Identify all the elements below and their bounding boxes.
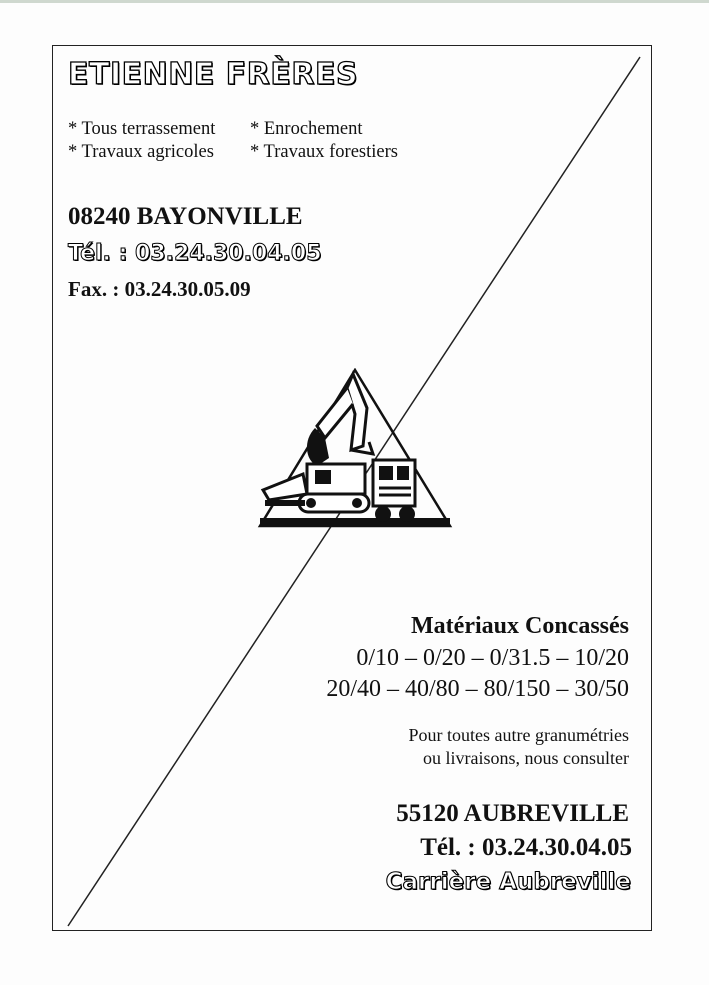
aubreville-address: 55120 AUBREVILLE (396, 800, 629, 827)
excavator-truck-triangle-icon (255, 368, 455, 533)
service-item: * Tous terrassement (68, 119, 216, 139)
service-item: * Travaux forestiers (250, 142, 398, 162)
services-row (68, 141, 398, 164)
quarry-name: Carrière Aubreville (385, 869, 631, 895)
bayonville-address: 08240 BAYONVILLE (68, 203, 303, 230)
service-item: * Enrochement (250, 119, 363, 139)
company-name: ETIENNE FRÈRES (68, 57, 359, 92)
services-row (68, 118, 398, 141)
materials-title: Matériaux Concassés (411, 613, 629, 639)
aubreville-phone: Tél. : 03.24.30.04.05 (420, 834, 632, 861)
services-list (68, 118, 398, 164)
materials-sizes-line: 0/10 – 0/20 – 0/31.5 – 10/20 (356, 645, 629, 671)
bayonville-phone: Tél. : 03.24.30.04.05 (68, 241, 322, 266)
consult-note-line: ou livraisons, nous consulter (423, 748, 629, 768)
service-item: * Travaux agricoles (68, 142, 214, 162)
consult-note-line: Pour toutes autre granumétries (408, 725, 629, 745)
materials-sizes-line: 20/40 – 40/80 – 80/150 – 30/50 (326, 676, 629, 702)
bayonville-fax: Fax. : 03.24.30.05.09 (68, 277, 251, 301)
